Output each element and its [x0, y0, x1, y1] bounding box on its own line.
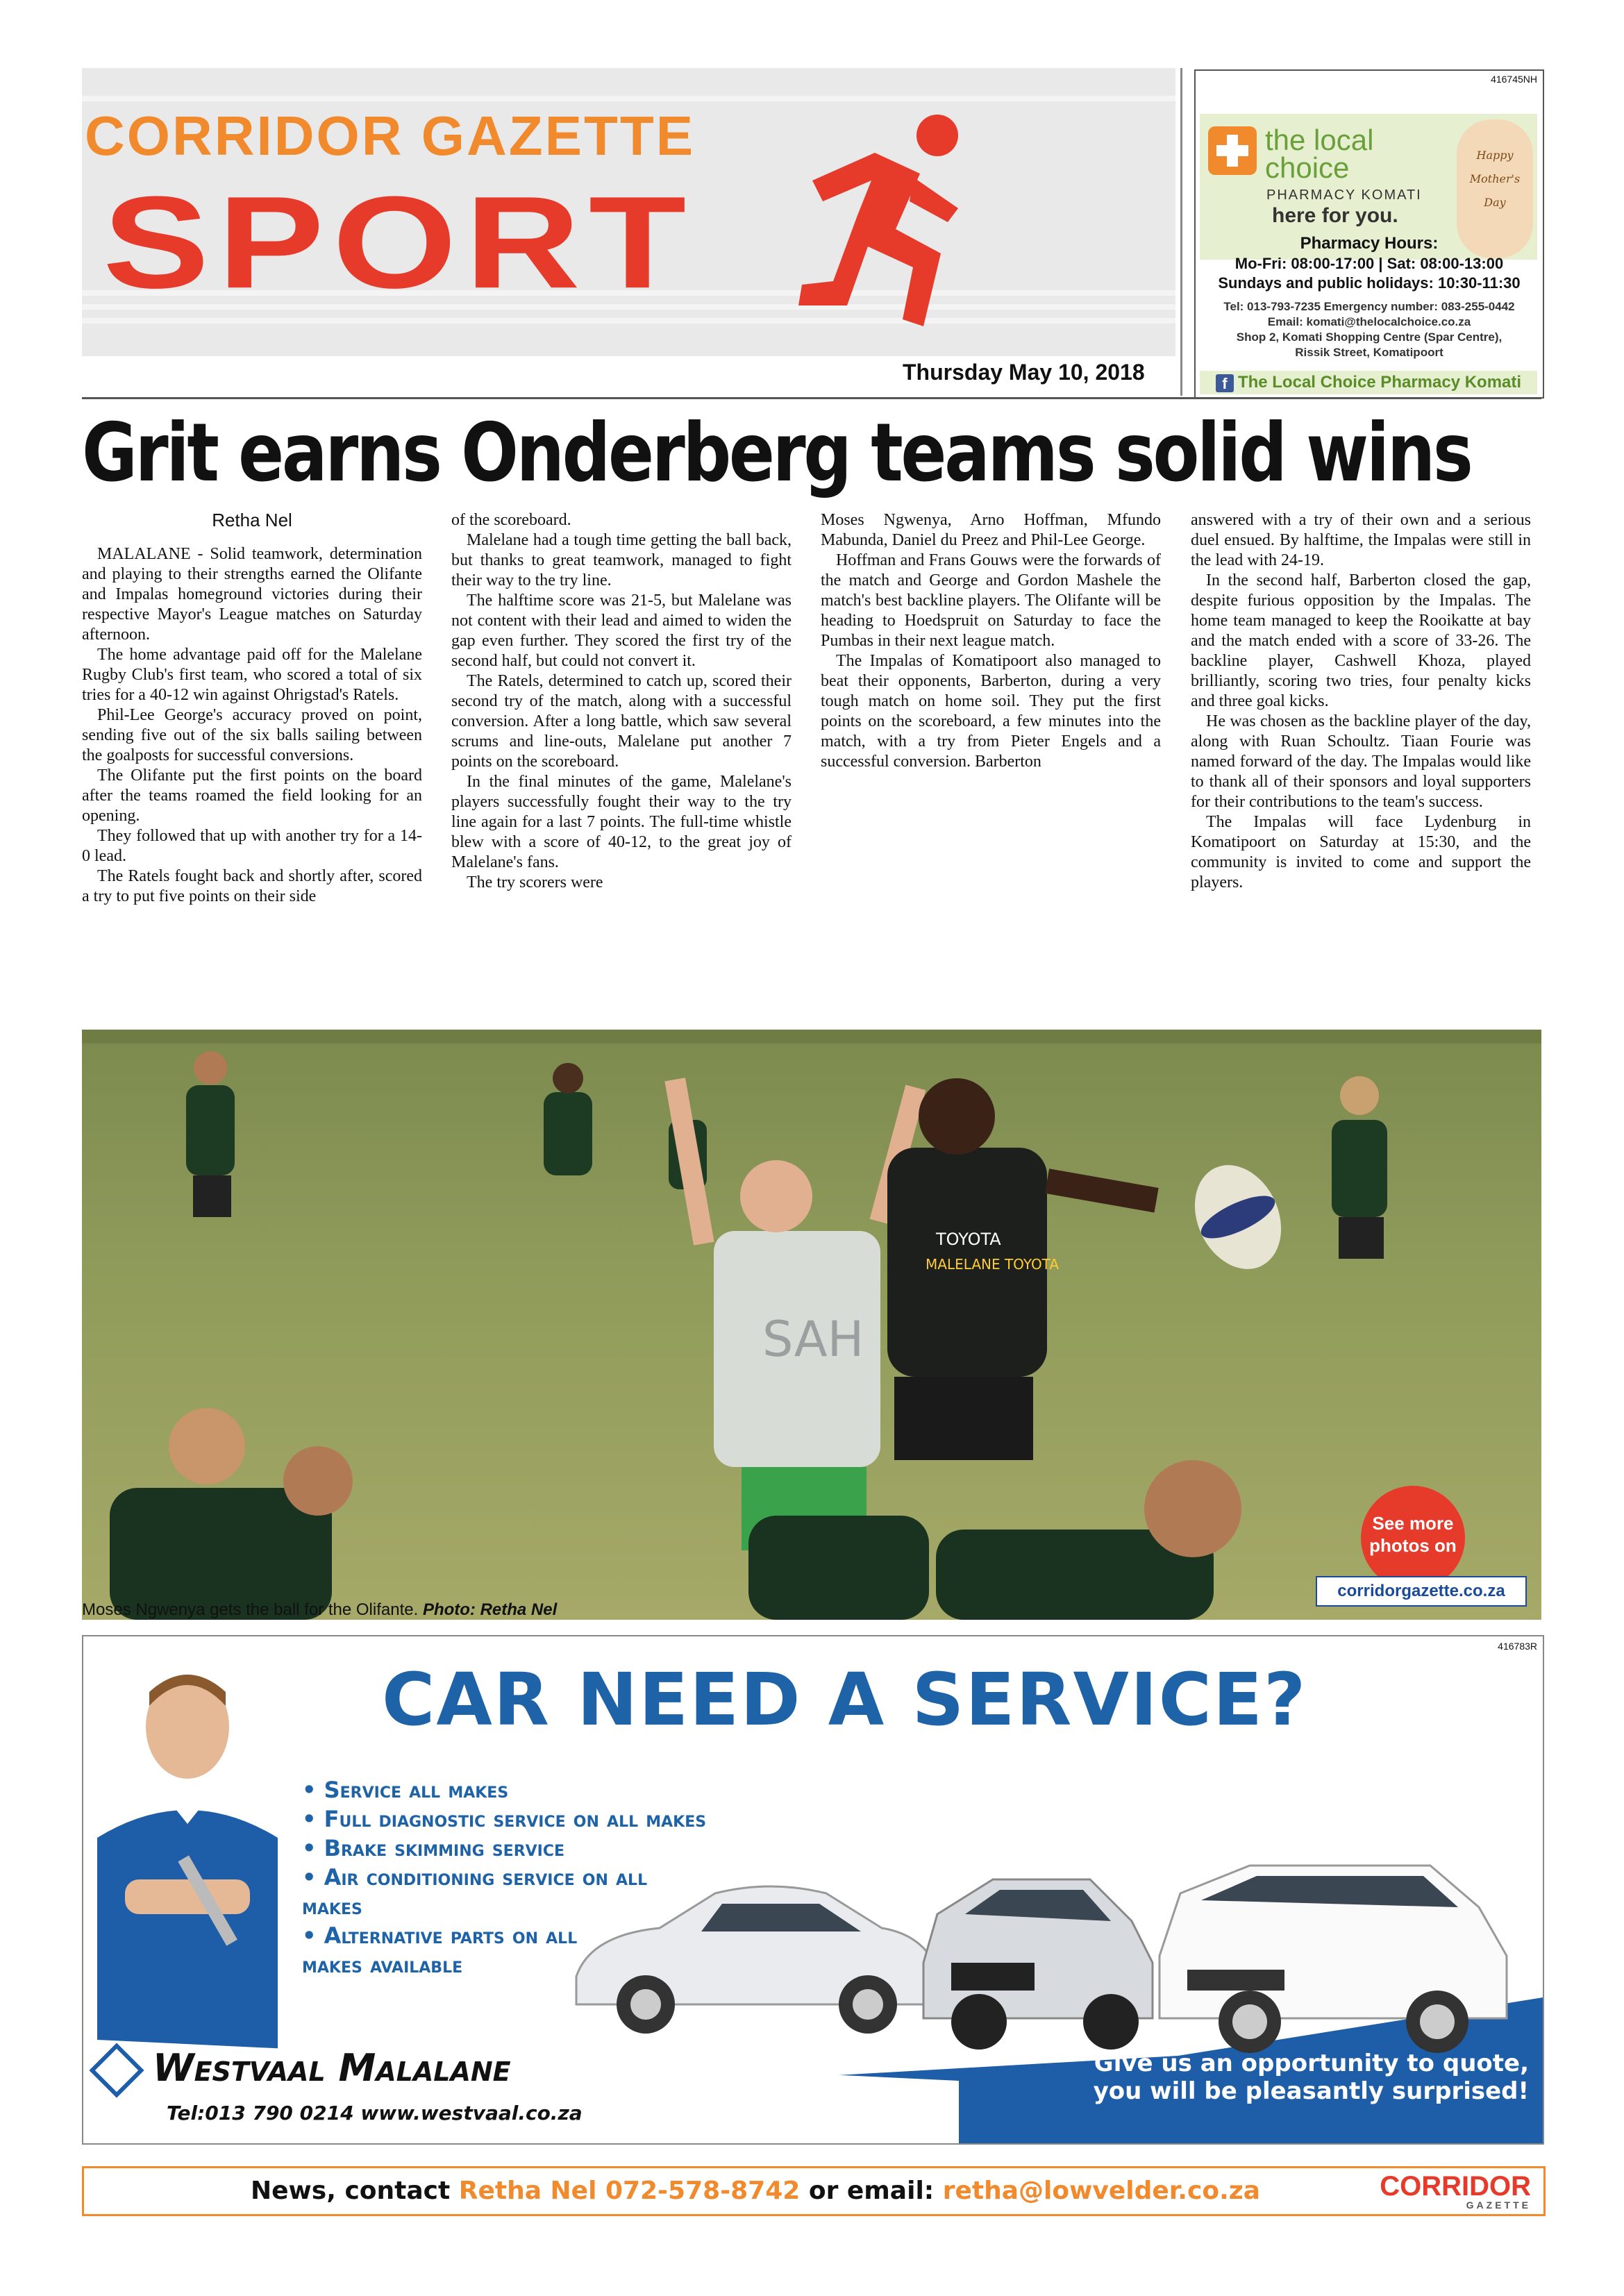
article-column-4: [1191, 510, 1531, 893]
masthead-rule: [82, 397, 1541, 399]
pharmacy-address-1: Shop 2, Komati Shopping Centre (Spar Centre),: [1236, 330, 1502, 344]
corridor-logo: [1380, 2172, 1531, 2210]
footer-text: [251, 2168, 1260, 2214]
suv-car: [1160, 1866, 1507, 2053]
masthead-divider: [1180, 68, 1182, 396]
article-byline: Retha Nel: [212, 510, 292, 530]
paragraph: The Impalas will face Lydenburg in Komatipoort on Saturday at 15:30, and the community is invited to come and support the players.: [1191, 813, 1531, 891]
paragraph: The Olifante put the first points on the board after the teams roamed the field looking for an opening.: [82, 766, 422, 825]
footer-middle: or email:: [800, 2177, 943, 2205]
ad-code: 416745NH: [1491, 74, 1537, 85]
pharmacy-email: Email: komati@thelocalchoice.co.za: [1267, 315, 1471, 328]
tagline-line-1: Give us an opportunity to quote,: [1094, 2050, 1529, 2077]
promo-line-1: Happy: [1476, 149, 1514, 162]
section-title: SPORT: [103, 169, 695, 316]
paragraph: The try scorers were: [467, 873, 603, 891]
promo-line-2: Mother's: [1469, 172, 1521, 185]
pharmacy-brand: [1265, 126, 1373, 182]
pharmacy-ad: [1194, 69, 1544, 399]
brand-line-2: choice: [1265, 151, 1350, 184]
paragraph: The Impalas of Komatipoort also managed to beat their opponents, Barberton, during a very tough match on home soil. They put the first points on the scoreboard, a few minutes into the match, with a try from Pieter Engels and a successful conversion. Barberton: [821, 652, 1161, 771]
paragraph: The home advantage paid off for the Malelane Rugby Club's first team, who scored a total of six tries for a 40-12 win against Ohrigstad's Ratels.: [82, 646, 422, 704]
pharmacy-slogan: here for you.: [1272, 204, 1398, 227]
website-link[interactable]: corridorgazette.co.za: [1316, 1576, 1527, 1607]
paragraph: He was chosen as the backline player of the day, along with Ruan Schoultz. Tiaan Fourie was named forward of the day. The Impalas would like to thank all of their sponsors and loyal supporters for their contributions to the team's success.: [1191, 712, 1531, 811]
westvaal-diamond-icon: [89, 2043, 144, 2098]
paragraph: In the second half, Barberton closed the gap, despite furious opposition by the Impalas. The home team managed to keep the Rooikatte at bay and the match ended with a score of 33-26. The backline player, Cashwell Khoza, played brilliantly, scoring two tries, four penalty kicks and three goal kicks.: [1191, 571, 1531, 710]
service-item: • Alternative parts on all makes available: [302, 1922, 578, 1978]
shirt-sponsor-malelane: MALELANE TOYOTA: [926, 1256, 1060, 1273]
promo-line-3: Day: [1484, 196, 1506, 209]
mothers-day-promo: [1462, 149, 1527, 210]
footer-name-phone: Retha Nel 072-578-8742: [458, 2177, 801, 2205]
rugby-photo: [82, 1030, 1541, 1620]
ad-headline: CAR NEED A SERVICE?: [382, 1657, 1307, 1742]
paragraph: MALALANE - Solid teamwork, determination and playing to their strengths earned the Olifante and Impalas homeground victories during their respective Mayor's League matches on Saturday afternoon.: [82, 545, 422, 644]
news-contact-footer: [82, 2166, 1546, 2216]
footer-logo-text: CORRIDOR: [1380, 2171, 1531, 2202]
paragraph: of the scoreboard.: [451, 511, 571, 529]
hours-weekend: Sundays and public holidays: 10:30-11:30: [1218, 274, 1521, 292]
shirt-sponsor: SAH: [762, 1311, 864, 1368]
pharmacy-address-2: Rissik Street, Komatipoort: [1295, 346, 1443, 359]
ad-code: 416783R: [1498, 1641, 1537, 1652]
photo-caption: [82, 1600, 557, 1620]
brand-line-1: the local: [1265, 124, 1374, 156]
paragraph: The Ratels fought back and shortly after, scored a try to put five points on their side: [82, 867, 422, 905]
runner-icon: [792, 104, 972, 340]
paragraph: answered with a try of their own and a serious duel ensued. By halftime, the Impalas were still in the lead with 24-19.: [1191, 511, 1531, 569]
badge-line-2: photos on: [1369, 1535, 1457, 1556]
service-item: • Brake skimming service: [302, 1835, 565, 1861]
facebook-label: The Local Choice Pharmacy Komati: [1237, 373, 1522, 392]
sedan-car: [576, 1886, 937, 2034]
paragraph: They followed that up with another try for a 14-0 lead.: [82, 827, 422, 865]
footer-logo-sub: GAZETTE: [1466, 2199, 1531, 2211]
paragraph: Moses Ngwenya, Arno Hoffman, Mfundo Mabunda, Daniel du Preez and Phil-Lee George.: [821, 511, 1161, 549]
rugby-lineout-image: [82, 1030, 1541, 1620]
issue-date: Thursday May 10, 2018: [903, 360, 1145, 385]
badge-line-1: See more: [1372, 1513, 1454, 1534]
pharmacy-cross-icon: [1208, 126, 1257, 175]
facebook-icon: f: [1216, 374, 1234, 392]
pickup-truck: [923, 1879, 1153, 2050]
westvaal-logo: [97, 2046, 511, 2090]
cars-illustration: [562, 1838, 1521, 2060]
hours-weekday: Mo-Fri: 08:00-17:00 | Sat: 08:00-13:00: [1234, 255, 1504, 272]
logo-text: Westvaal Malalane: [153, 2046, 511, 2090]
service-item: • Full diagnostic service on all makes: [302, 1806, 707, 1832]
article-column-3: [821, 510, 1161, 772]
ad-contact: Tel:013 790 0214 www.westvaal.co.za: [167, 2102, 583, 2125]
article-column-2: [451, 510, 792, 893]
article-headline: Grit earns Onderberg teams solid wins: [82, 406, 1471, 500]
paragraph: Phil-Lee George's accuracy proved on point, sending five out of the six balls sailing between the goalposts for successful conversions.: [82, 706, 422, 764]
see-more-badge[interactable]: [1361, 1486, 1465, 1590]
car-service-ad: [82, 1635, 1544, 2145]
hours-title: Pharmacy Hours:: [1300, 234, 1439, 253]
service-item: • Air conditioning service on all makes: [302, 1864, 648, 1920]
paragraph: Hoffman and Frans Gouws were the forwards of the match and George and Gordon Mashele the match's best backline players. The Olifante will be heading to Hoedspruit on Saturday to face the Pumbas in their next league match.: [821, 551, 1161, 650]
service-item: • Service all makes: [302, 1777, 509, 1803]
tagline-line-2: you will be pleasantly surprised!: [1093, 2077, 1529, 2105]
paragraph: The halftime score was 21-5, but Malelane was not content with their lead and aimed to widen the gap even further. They scored the first try of the second half, but could not convert it.: [451, 592, 792, 670]
paragraph: Malelane had a tough time getting the ball back, but thanks to great teamwork, managed to fight their way to the try line.: [451, 531, 792, 589]
pharmacy-location: PHARMACY KOMATI: [1266, 187, 1422, 203]
footer-prefix: News, contact: [251, 2177, 459, 2205]
paper-name: CORRIDOR GAZETTE: [85, 105, 696, 167]
article-column-1: [82, 510, 422, 907]
paragraph: In the final minutes of the game, Malelane's players successfully fought their way to the try line again for a last 7 points. The full-time whistle blew with a score of 40-12, to the great joy of Malelane's fans.: [451, 773, 792, 871]
caption-text: Moses Ngwenya gets the ball for the Olifante.: [82, 1600, 419, 1619]
paragraph: The Ratels, determined to catch up, scored their second try of the match, along with a successful conversion. After a long battle, which saw several scrums and line-outs, Malelane put another 7 points on the scoreboard.: [451, 672, 792, 771]
pharmacy-tel: Tel: 013-793-7235 Emergency number: 083-255-0442: [1223, 300, 1515, 313]
footer-email[interactable]: retha@lowvelder.co.za: [942, 2177, 1261, 2205]
shirt-sponsor-toyota: TOYOTA: [936, 1230, 1001, 1249]
photo-credit: Photo: Retha Nel: [422, 1600, 558, 1619]
facebook-link[interactable]: [1200, 371, 1537, 394]
mechanic-illustration: [83, 1657, 292, 2074]
ad-tagline: [1043, 2050, 1529, 2105]
